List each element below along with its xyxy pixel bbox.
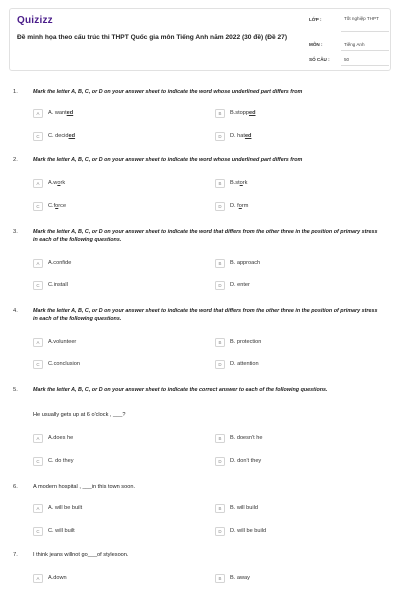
- option-letter-box: B: [215, 338, 225, 347]
- answer-option-b[interactable]: B B. away: [215, 573, 250, 583]
- option-letter-box: C: [33, 457, 43, 466]
- answer-option-b[interactable]: B B. will build: [215, 503, 258, 513]
- option-letter-box: C: [33, 360, 43, 369]
- question-number: 5.: [13, 387, 18, 393]
- underlined-part: ed: [244, 133, 252, 139]
- answer-option-a[interactable]: A A.work: [33, 178, 65, 188]
- option-letter-box: B: [215, 504, 225, 513]
- option-letter-box: C: [33, 202, 43, 211]
- question-stem: He usually gets up at 6 o'clock , ___?: [33, 412, 126, 418]
- option-letter-box: B: [215, 259, 225, 268]
- answer-option-d[interactable]: D D. don't they: [215, 456, 261, 466]
- option-letter-box: D: [215, 132, 225, 141]
- underlined-part: o: [239, 180, 243, 186]
- question-instruction: Mark the letter A, B, C, or D on your answer sheet to indicate the word that differs from the other three in the position of primary stress in each of the following questions.: [33, 308, 378, 322]
- count-value: 50: [344, 57, 350, 62]
- question-stem: I think jeans willnot go___of stylesoon.: [33, 552, 129, 558]
- question-number: 1.: [13, 89, 18, 95]
- question-number: 2.: [13, 157, 18, 163]
- underlined-part: ed: [248, 110, 256, 116]
- meta-divider: [341, 50, 389, 51]
- underlined-part: o: [57, 180, 61, 186]
- question-instruction: Mark the letter A, B, C, or D on your answer sheet to indicate the word whose underlined part differs from: [33, 157, 303, 163]
- class-value: Tốt nghiệp THPT: [344, 16, 379, 21]
- question-number: 7.: [13, 552, 18, 558]
- underlined-part: o: [55, 203, 59, 209]
- underlined-part: o: [238, 203, 242, 209]
- option-letter-box: D: [215, 202, 225, 211]
- question-number: 4.: [13, 308, 18, 314]
- document-title: Đề minh họa theo cấu trúc thi THPT Quốc gia môn Tiếng Anh năm 2022 (30 đề) (Đề 27): [17, 34, 288, 41]
- answer-option-a[interactable]: A A.does he: [33, 433, 73, 443]
- answer-option-b[interactable]: B B. doesn't he: [215, 433, 262, 443]
- option-letter-box: C: [33, 132, 43, 141]
- option-letter-box: A: [33, 504, 43, 513]
- answer-option-b[interactable]: B B. approach: [215, 258, 260, 268]
- option-letter-box: C: [33, 281, 43, 290]
- answer-option-d[interactable]: D D. will be build: [215, 526, 266, 536]
- subject-value: Tiếng Anh: [344, 42, 365, 47]
- meta-divider: [341, 31, 389, 32]
- answer-option-c[interactable]: C C.conclusion: [33, 359, 80, 369]
- option-letter-box: B: [215, 434, 225, 443]
- answer-option-b[interactable]: B B.stopped: [215, 108, 256, 118]
- question-stem: A modern hospital , ___in this town soon.: [33, 484, 135, 490]
- answer-option-c[interactable]: C C. decided: [33, 131, 75, 141]
- question-instruction: Mark the letter A, B, C, or D on your answer sheet to indicate the word that differs from the other three in the position of primary stress in each of the following questions.: [33, 229, 378, 243]
- answer-option-d[interactable]: D D. attention: [215, 359, 259, 369]
- option-letter-box: B: [215, 574, 225, 583]
- answer-option-d[interactable]: D D. enter: [215, 280, 250, 290]
- answer-option-b[interactable]: B B. protection: [215, 337, 261, 347]
- subject-label: MÔN :: [309, 42, 323, 47]
- quizizz-logo: Quizizz: [17, 15, 53, 26]
- option-letter-box: A: [33, 338, 43, 347]
- option-letter-box: D: [215, 281, 225, 290]
- option-letter-box: B: [215, 179, 225, 188]
- answer-option-a[interactable]: A A.volunteer: [33, 337, 76, 347]
- question-instruction: Mark the letter A, B, C, or D on your answer sheet to indicate the word whose underlined part differs from: [33, 89, 303, 95]
- count-label: SỐ CÂU :: [309, 57, 330, 62]
- option-letter-box: D: [215, 360, 225, 369]
- worksheet-header: [9, 8, 391, 71]
- question-number: 3.: [13, 229, 18, 235]
- answer-option-c[interactable]: C C.force: [33, 201, 66, 211]
- question-number: 6.: [13, 484, 18, 490]
- option-letter-box: D: [215, 457, 225, 466]
- option-letter-box: A: [33, 574, 43, 583]
- option-letter-box: A: [33, 179, 43, 188]
- underlined-part: ed: [68, 133, 76, 139]
- answer-option-c[interactable]: C C. will built: [33, 526, 75, 536]
- option-letter-box: A: [33, 109, 43, 118]
- option-letter-box: B: [215, 109, 225, 118]
- option-letter-box: A: [33, 259, 43, 268]
- answer-option-a[interactable]: A A.down: [33, 573, 67, 583]
- option-letter-box: C: [33, 527, 43, 536]
- answer-option-d[interactable]: D D. form: [215, 201, 248, 211]
- answer-option-a[interactable]: A A.confide: [33, 258, 71, 268]
- answer-option-b[interactable]: B B.stork: [215, 178, 247, 188]
- answer-option-a[interactable]: A A. wanted: [33, 108, 73, 118]
- answer-option-c[interactable]: C C. do they: [33, 456, 74, 466]
- question-instruction: Mark the letter A, B, C, or D on your answer sheet to indicate the correct answer to each of the following questions.: [33, 387, 328, 393]
- answer-option-c[interactable]: C C.install: [33, 280, 68, 290]
- class-label: LỚP :: [309, 17, 322, 22]
- answer-option-a[interactable]: A A. will be built: [33, 503, 82, 513]
- answer-option-d[interactable]: D D. hated: [215, 131, 251, 141]
- option-letter-box: A: [33, 434, 43, 443]
- option-letter-box: D: [215, 527, 225, 536]
- underlined-part: ed: [66, 110, 74, 116]
- meta-divider: [341, 65, 389, 66]
